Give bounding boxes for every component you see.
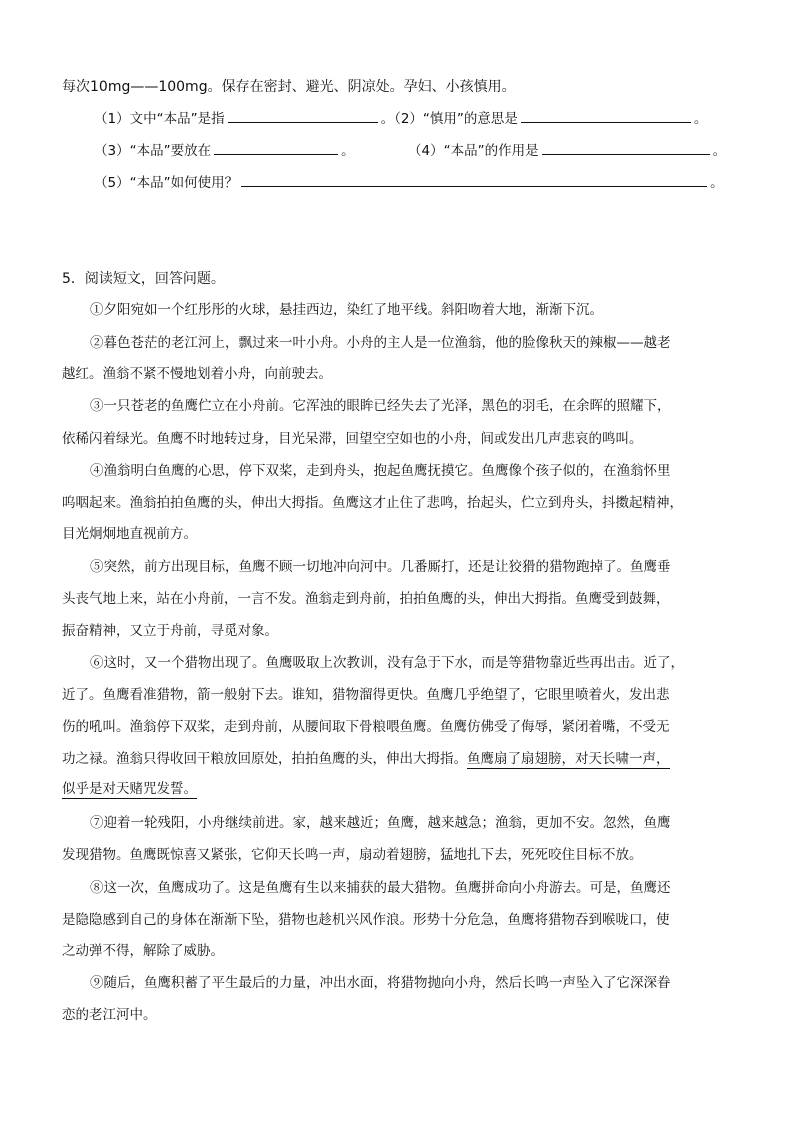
passage-line: ②暮色苍茫的老江河上，飘过来一叶小舟。小舟的主人是一位渔翁，他的脸像秋天的辣椒——越老 — [90, 335, 671, 351]
passage-text: 功之禄。渔翁只得收回干粮放回原处，拍拍鱼鹰的头，伸出大拇指。 — [62, 751, 467, 767]
question-3-label: （3）“本品”要放在 — [94, 143, 212, 159]
section-5-heading: 5．阅读短文，回答问题。 — [62, 271, 225, 287]
question-2-label: （2）“慎用”的意思是 — [394, 111, 518, 127]
question-1-label: （1）文中“本品”是指 — [94, 111, 225, 127]
passage-line: 之动弹不得，解除了威胁。 — [62, 943, 224, 959]
passage-line: ⑨随后，鱼鹰积蓄了平生最后的力量，冲出水面，将猎物抛向小舟，然后长鸣一声坠入了它深深眷 — [90, 975, 671, 991]
question-3-answer-blank[interactable] — [214, 140, 338, 155]
question-1-answer-blank[interactable] — [228, 108, 378, 123]
question-5-end: 。 — [710, 175, 724, 191]
question-4-label: （4）“本品”的作用是 — [408, 143, 539, 159]
question-4-end: 。 — [712, 143, 727, 159]
question-row-3 — [94, 171, 724, 191]
top-fragment: 每次10mg——100mg。保存在密封、避光、阴凉处。孕妇、小孩慎用。 — [62, 79, 516, 95]
underlined-sentence: 似乎是对天赌咒发誓。 — [62, 781, 197, 797]
question-4-answer-blank[interactable] — [542, 140, 710, 155]
question-3-end: 。 — [341, 143, 355, 159]
passage-line: 恋的老江河中。 — [62, 1007, 157, 1023]
passage-line: ⑦迎着一轮残阳，小舟继续前进。家，越来越近；鱼鹰，越来越急；渔翁，更加不安。忽然，鱼鹰 — [90, 815, 671, 831]
passage-line: 振奋精神，又立于舟前，寻觅对象。 — [62, 623, 278, 639]
question-1-end: 。 — [380, 111, 395, 127]
passage-line: 伤的吼叫。渔翁停下双桨，走到舟前，从腰间取下骨粮喂鱼鹰。鱼鹰仿佛受了侮辱，紧闭着嘴，不受无 — [62, 719, 670, 735]
passage-line: ⑤突然，前方出现目标，鱼鹰不顾一切地冲向河中。几番厮打，还是让狡猾的猎物跑掉了。鱼鹰垂 — [90, 559, 671, 575]
question-5-answer-blank[interactable] — [241, 172, 707, 187]
question-2-end: 。 — [693, 111, 708, 127]
passage-line: ④渔翁明白鱼鹰的心思，停下双桨，走到舟头，抱起鱼鹰抚摸它。鱼鹰像个孩子似的，在渔翁怀里 — [90, 463, 671, 479]
passage-line: 越红。渔翁不紧不慢地划着小舟，向前驶去。 — [62, 366, 332, 382]
passage-line: 发现猎物。鱼鹰既惊喜又紧张，它仰天长鸣一声，扇动着翅膀，猛地扎下去，死死咬住目标不放。 — [62, 847, 643, 863]
passage-line: ⑥这时，又一个猎物出现了。鱼鹰吸取上次教训，没有急于下水，而是等猎物靠近些再出击。近了， — [90, 655, 684, 671]
passage-line: ①夕阳宛如一个红彤彤的火球，悬挂西边，染红了地平线。斜阳吻着大地，渐渐下沉。 — [90, 302, 603, 318]
question-row-2b — [408, 139, 726, 159]
passage-line: 目光炯炯地直视前方。 — [62, 526, 197, 542]
question-row-2 — [94, 139, 355, 159]
question-2-answer-blank[interactable] — [521, 108, 691, 123]
passage-line — [62, 747, 670, 767]
passage-line: 头丧气地上来，站在小舟前，一言不发。渔翁走到舟前，拍拍鱼鹰的头，伸出大拇指。鱼鹰受到鼓舞， — [62, 591, 670, 607]
passage-line: ⑧这一次，鱼鹰成功了。这是鱼鹰有生以来捕获的最大猎物。鱼鹰拼命向小舟游去。可是，鱼鹰还 — [90, 880, 671, 896]
passage-line: 依稀闪着绿光。鱼鹰不时地转过身，目光呆滞，回望空空如也的小舟，间或发出几声悲哀的鸣叫。 — [62, 431, 643, 447]
passage-line: 呜咽起来。渔翁拍拍鱼鹰的头，伸出大拇指。鱼鹰这才止住了悲鸣，抬起头，伫立到舟头，抖擞起精神， — [62, 495, 683, 511]
passage-line: 近了。鱼鹰看准猎物，箭一般射下去。谁知，猎物溜得更快。鱼鹰几乎绝望了，它眼里喷着火，发出悲 — [62, 687, 670, 703]
passage-line — [62, 777, 197, 797]
question-5-label: （5）“本品”如何使用？ — [94, 175, 239, 191]
question-row-1 — [94, 107, 707, 127]
passage-line: 是隐隐感到自己的身体在渐渐下坠，猎物也趁机兴风作浪。形势十分危急，鱼鹰将猎物吞到喉咙口，使 — [62, 912, 670, 928]
underlined-sentence: 鱼鹰扇了扇翅膀，对天长啸一声， — [467, 751, 670, 767]
passage-line: ③一只苍老的鱼鹰伫立在小舟前。它浑浊的眼眸已经失去了光泽，黑色的羽毛，在余晖的照耀下， — [90, 398, 671, 414]
